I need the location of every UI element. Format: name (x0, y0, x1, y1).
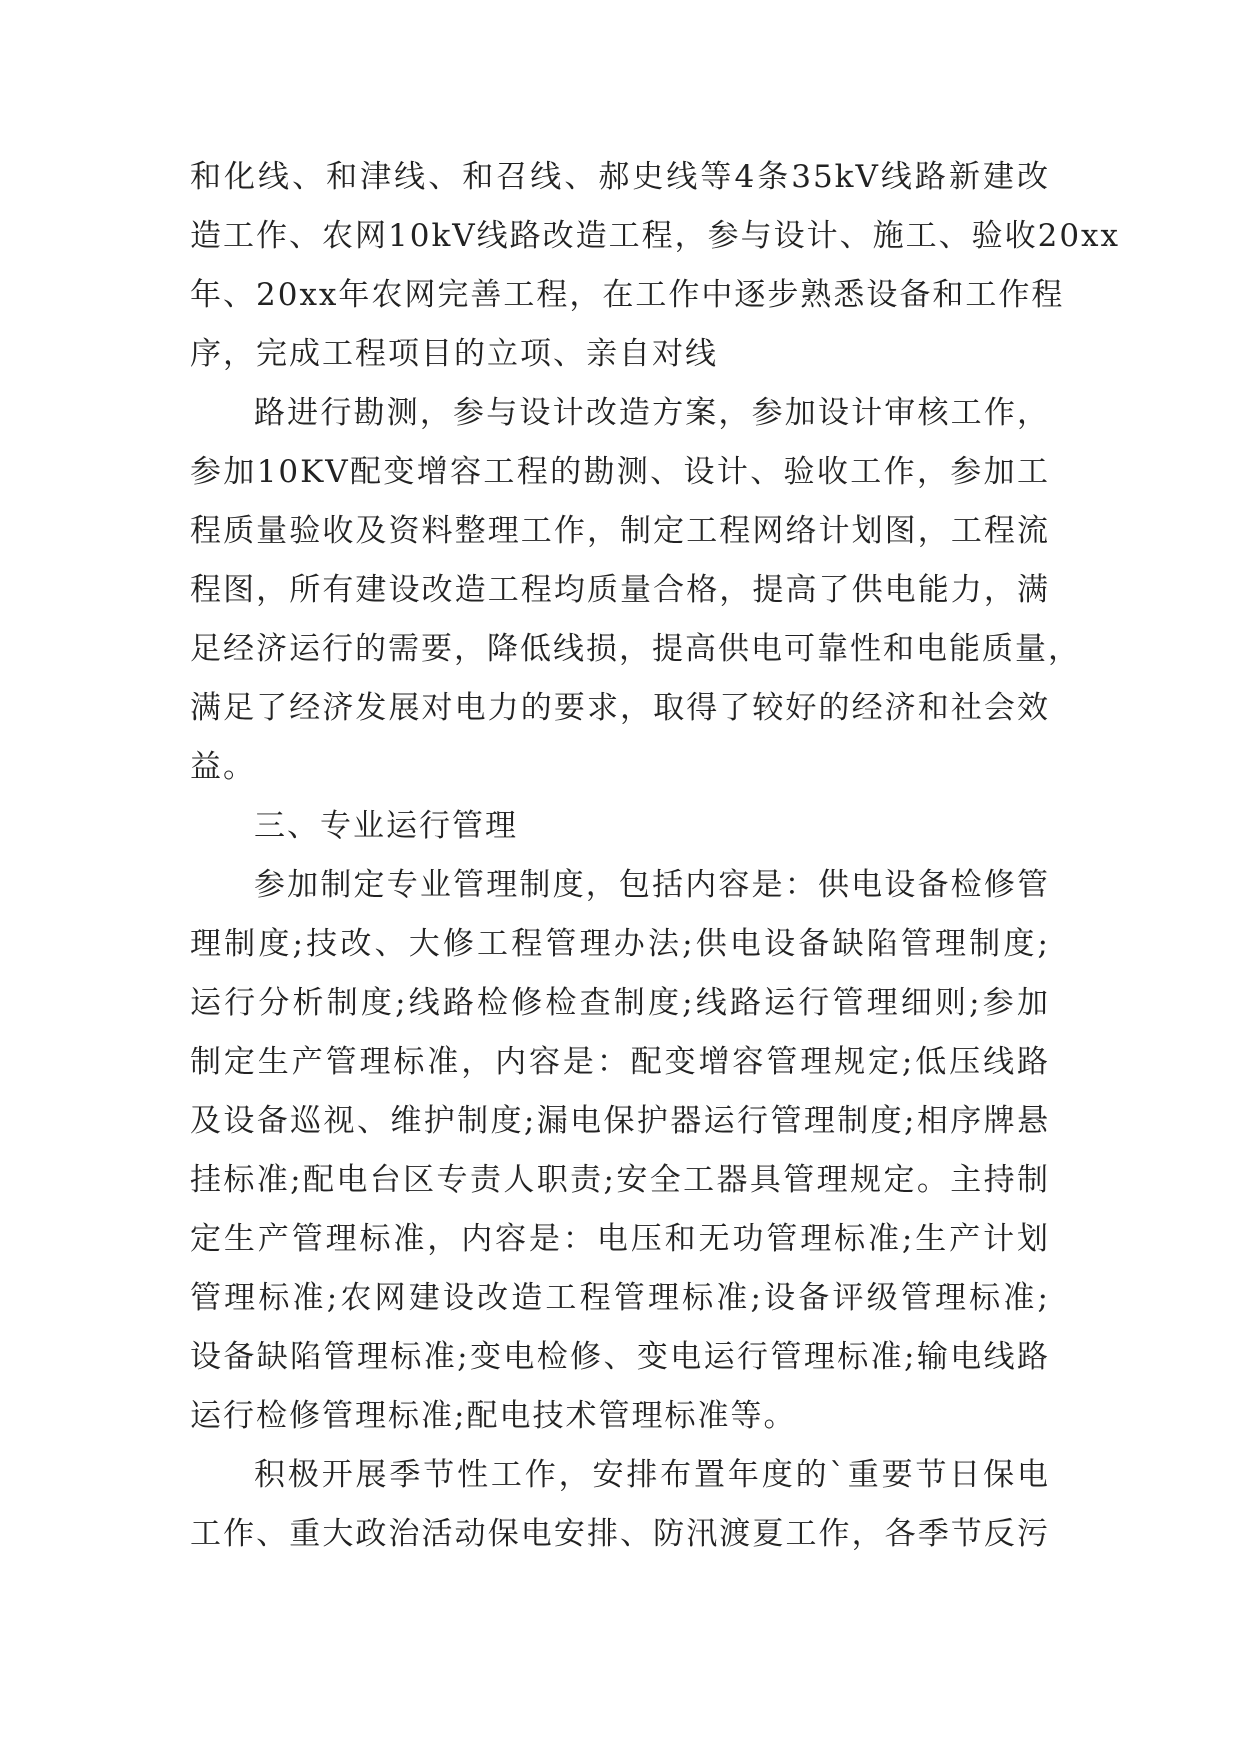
paragraph-line: 制定生产管理标准，内容是：配变增容管理规定;低压线路 (190, 1044, 1050, 1080)
paragraph-line: 足经济运行的需要，降低线损，提高供电可靠性和电能质量， (190, 631, 1081, 667)
paragraph-line: 定生产管理标准，内容是：电压和无功管理标准;生产计划 (190, 1221, 1050, 1257)
paragraph-line: 管理标准;农网建设改造工程管理标准;设备评级管理标准; (190, 1280, 1050, 1316)
paragraph-line: 参加制定专业管理制度，包括内容是：供电设备检修管 (254, 867, 1050, 903)
paragraph-line: 及设备巡视、维护制度;漏电保护器运行管理制度;相序牌悬 (190, 1103, 1050, 1139)
paragraph-line: 造工作、农网10kV线路改造工程，参与设计、施工、验收20xx (190, 218, 1121, 254)
paragraph-line: 挂标准;配电台区专责人职责;安全工器具管理规定。主持制 (190, 1162, 1050, 1198)
paragraph-line: 工作、重大政治活动保电安排、防汛渡夏工作，各季节反污 (190, 1516, 1050, 1552)
paragraph-line: 积极开展季节性工作，安排布置年度的`重要节日保电 (254, 1457, 1050, 1493)
paragraph-line: 运行检修管理标准;配电技术管理标准等。 (190, 1398, 797, 1434)
paragraph-line: 程图，所有建设改造工程均质量合格，提高了供电能力，满 (190, 572, 1050, 608)
paragraph-line: 和化线、和津线、和召线、郝史线等4条35kV线路新建改 (190, 159, 1050, 195)
paragraph-line: 年、20xx年农网完善工程，在工作中逐步熟悉设备和工作程 (190, 277, 1065, 313)
paragraph-line: 理制度;技改、大修工程管理办法;供电设备缺陷管理制度; (190, 926, 1050, 962)
paragraph-line: 参加10KV配变增容工程的勘测、设计、验收工作，参加工 (190, 454, 1050, 490)
paragraph-line: 运行分析制度;线路检修检查制度;线路运行管理细则;参加 (190, 985, 1050, 1021)
paragraph-line: 设备缺陷管理标准;变电检修、变电运行管理标准;输电线路 (190, 1339, 1050, 1375)
paragraph-line: 序，完成工程项目的立项、亲自对线 (190, 336, 718, 372)
document-body (190, 148, 1121, 1564)
paragraph-line: 路进行勘测，参与设计改造方案，参加设计审核工作， (254, 395, 1050, 431)
paragraph-line: 益。 (190, 749, 256, 785)
paragraph-line: 满足了经济发展对电力的要求，取得了较好的经济和社会效 (190, 690, 1050, 726)
section-heading: 三、专业运行管理 (254, 808, 518, 844)
paragraph-line: 程质量验收及资料整理工作，制定工程网络计划图，工程流 (190, 513, 1050, 549)
